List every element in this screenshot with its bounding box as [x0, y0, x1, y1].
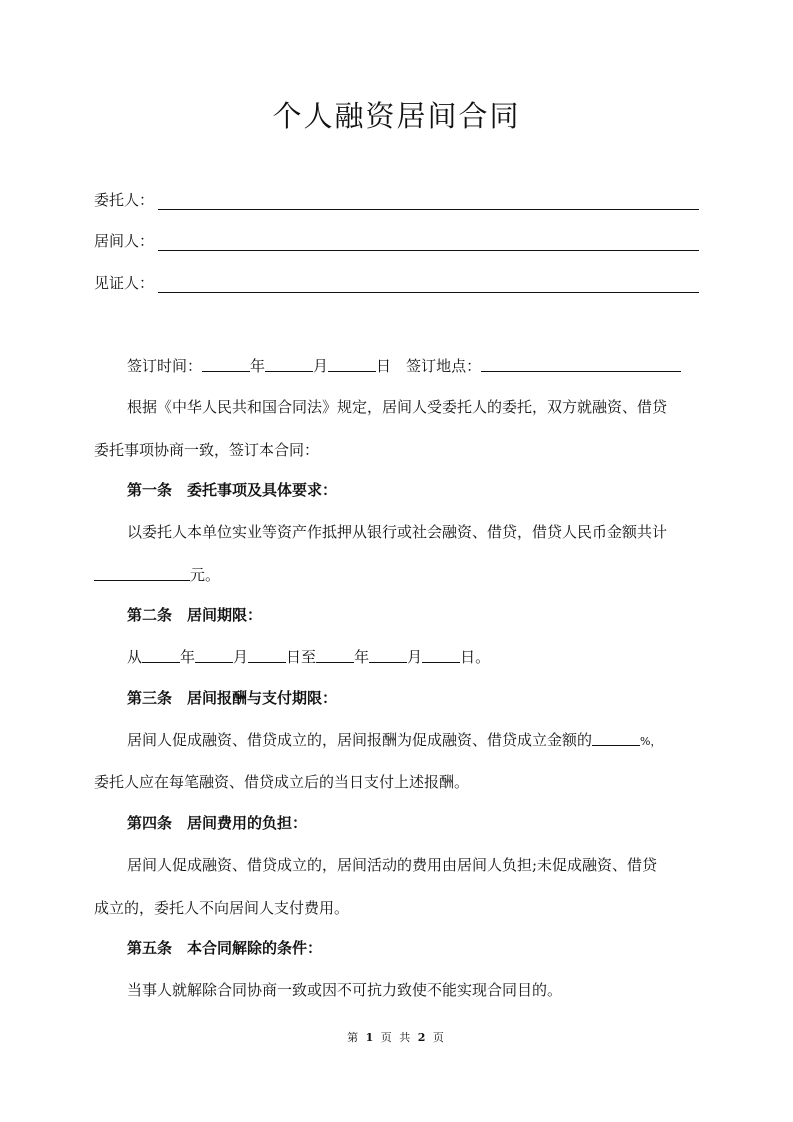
document-title: 个人融资居间合同	[272, 99, 521, 133]
intro-line-1: 根据《中华人民共和国合同法》规定，居间人受委托人的委托，双方就融资、借贷	[127, 398, 668, 416]
percent-blank	[592, 730, 640, 746]
client-field	[94, 188, 699, 210]
footer-prefix: 第	[347, 1031, 361, 1044]
period-month-2: 月	[407, 648, 423, 666]
amount-blank	[94, 565, 190, 581]
signing-day: 日	[376, 357, 392, 375]
footer-suffix: 页	[432, 1031, 446, 1044]
current-page-number: 1	[365, 1031, 376, 1044]
place-blank	[481, 356, 681, 372]
to-month-blank	[369, 647, 407, 663]
day-blank	[328, 356, 376, 372]
article-4-line-1: 居间人促成融资、借贷成立的，居间活动的费用由居间人负担;未促成融资、借贷	[127, 856, 658, 874]
article-5-heading: 第五条 本合同解除的条件：	[127, 939, 323, 957]
intermediary-label: 居间人：	[94, 232, 155, 250]
intro-line-2: 委托事项协商一致，签订本合同：	[94, 441, 320, 459]
year-blank	[202, 356, 250, 372]
to-year-blank	[316, 647, 354, 663]
article-1-line-1: 以委托人本单位实业等资产作抵押从银行或社会融资、借贷，借贷人民币金额共计	[127, 523, 668, 541]
period-month: 月	[233, 648, 249, 666]
article-1-heading: 第一条 委托事项及具体要求：	[127, 481, 338, 499]
percent-sign: %，	[640, 735, 662, 748]
signing-month: 月	[313, 357, 329, 375]
footer-mid: 页 共	[380, 1031, 413, 1044]
intermediary-blank	[158, 233, 699, 251]
intermediary-field	[94, 229, 699, 251]
signing-place-label: 签订地点：	[406, 357, 482, 375]
signing-line	[94, 356, 700, 376]
witness-field	[94, 271, 699, 293]
article-3-line-1	[94, 730, 700, 752]
signing-time-label: 签订时间：	[127, 357, 203, 375]
client-label: 委托人：	[94, 191, 155, 209]
period-year-2: 年	[354, 648, 370, 666]
total-page-number: 2	[417, 1031, 428, 1044]
witness-label: 见证人：	[94, 274, 155, 292]
article-5-line-1: 当事人就解除合同协商一致或因不可抗力致使不能实现合同目的。	[127, 981, 563, 999]
article-3-heading: 第三条 居间报酬与支付期限：	[127, 689, 338, 707]
article-3-line-2: 委托人应在每笔融资、借贷成立后的当日支付上述报酬。	[94, 773, 470, 791]
article-4-line-2: 成立的，委托人不向居间人支付费用。	[94, 899, 350, 917]
page-footer	[0, 1029, 793, 1045]
from-month-blank	[195, 647, 233, 663]
period-year: 年	[180, 648, 196, 666]
period-day-to: 日至	[286, 648, 317, 666]
amount-unit: 元。	[190, 566, 221, 584]
client-blank	[158, 192, 699, 210]
month-blank	[265, 356, 313, 372]
article-1-line-2	[94, 565, 700, 585]
from-day-blank	[248, 647, 286, 663]
to-day-blank	[422, 647, 460, 663]
article-3-text: 居间人促成融资、借贷成立的，居间报酬为促成融资、借贷成立金额的	[127, 731, 593, 749]
from-year-blank	[142, 647, 180, 663]
article-2-heading: 第二条 居间期限：	[127, 606, 263, 624]
period-from: 从	[127, 648, 143, 666]
period-day-end: 日。	[460, 648, 491, 666]
article-2-line-1	[94, 647, 700, 667]
witness-blank	[158, 275, 699, 293]
article-4-heading: 第四条 居间费用的负担：	[127, 814, 308, 832]
signing-year: 年	[250, 357, 266, 375]
